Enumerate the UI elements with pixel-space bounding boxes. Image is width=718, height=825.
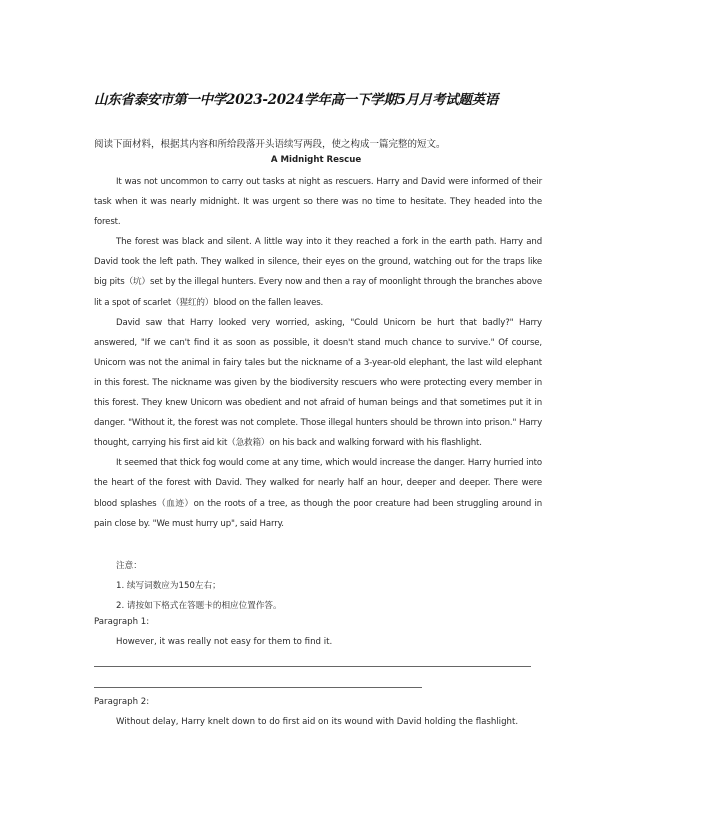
story-paragraph: The forest was black and silent. A little way into it they reached a fork in the earth path. Harry and David took the left path. They walked in silence, their eyes on the ground, watching out for the traps like big pits（坑）set by the illegal hunters. Every now and then a ray of moonlight through the branches above lit a spot of scarlet（猩红的）blood on the fallen leaves. bbox=[94, 237, 542, 308]
notes-heading: 注意： bbox=[116, 561, 142, 571]
document-title: 山东省泰安市第一中学2023-2024学年高一下学期5月月考试题英语 bbox=[94, 92, 498, 108]
task-instruction: 阅读下面材料，根据其内容和所给段落开头语续写两段，使之构成一篇完整的短文。 bbox=[94, 139, 446, 150]
paragraph-2-label: Paragraph 2: bbox=[94, 697, 150, 707]
story-paragraph: It seemed that thick fog would come at any time, which would increase the danger. Harry hurried into the heart of the forest with David. They walked for nearly half an hour, deeper and deeper. There were blood splashes（血迹）on the roots of a tree, as though the poor creature had been struggling around in pain close by. "We must hurry up", said Harry. bbox=[94, 458, 542, 529]
story-body bbox=[94, 172, 542, 534]
notes-item: 1. 续写词数应为150左右； bbox=[116, 581, 221, 592]
story-paragraph: It was not uncommon to carry out tasks at night as rescuers. Harry and David were informed of their task when it was nearly midnight. It was urgent so there was no time to hesitate. They headed into the forest. bbox=[94, 177, 542, 228]
story-paragraph: David saw that Harry looked very worried, asking, "Could Unicorn be hurt that badly?" Harry answered, "If we can't find it as soon as possible, it doesn't stand much chance to survive." Of course, Unicorn was not the animal in fairy tales but the nickname of a 3-year-old elephant, the last wild elephant in this forest. The nickname was given by the biodiversity rescuers who were protecting every member in this forest. They knew Unicorn was obedient and not afraid of human beings and that sometimes put it in danger. "Without it, the forest was not complete. Those illegal hunters should be thrown into prison." Harry thought, carrying his first aid kit（急救箱）on his back and walking forward with his flashlight. bbox=[94, 317, 542, 449]
answer-line bbox=[94, 666, 531, 667]
answer-line bbox=[94, 687, 422, 688]
notes-item: 2. 请按如下格式在答题卡的相应位置作答。 bbox=[116, 601, 282, 612]
paragraph-1-opening: However, it was really not easy for them to find it. bbox=[116, 637, 333, 647]
notes-section bbox=[94, 556, 542, 616]
story-title: A Midnight Rescue bbox=[270, 155, 362, 165]
paragraph-1-label: Paragraph 1: bbox=[94, 617, 150, 627]
paragraph-2-opening: Without delay, Harry knelt down to do first aid on its wound with David holding the flashlight. bbox=[116, 717, 519, 727]
